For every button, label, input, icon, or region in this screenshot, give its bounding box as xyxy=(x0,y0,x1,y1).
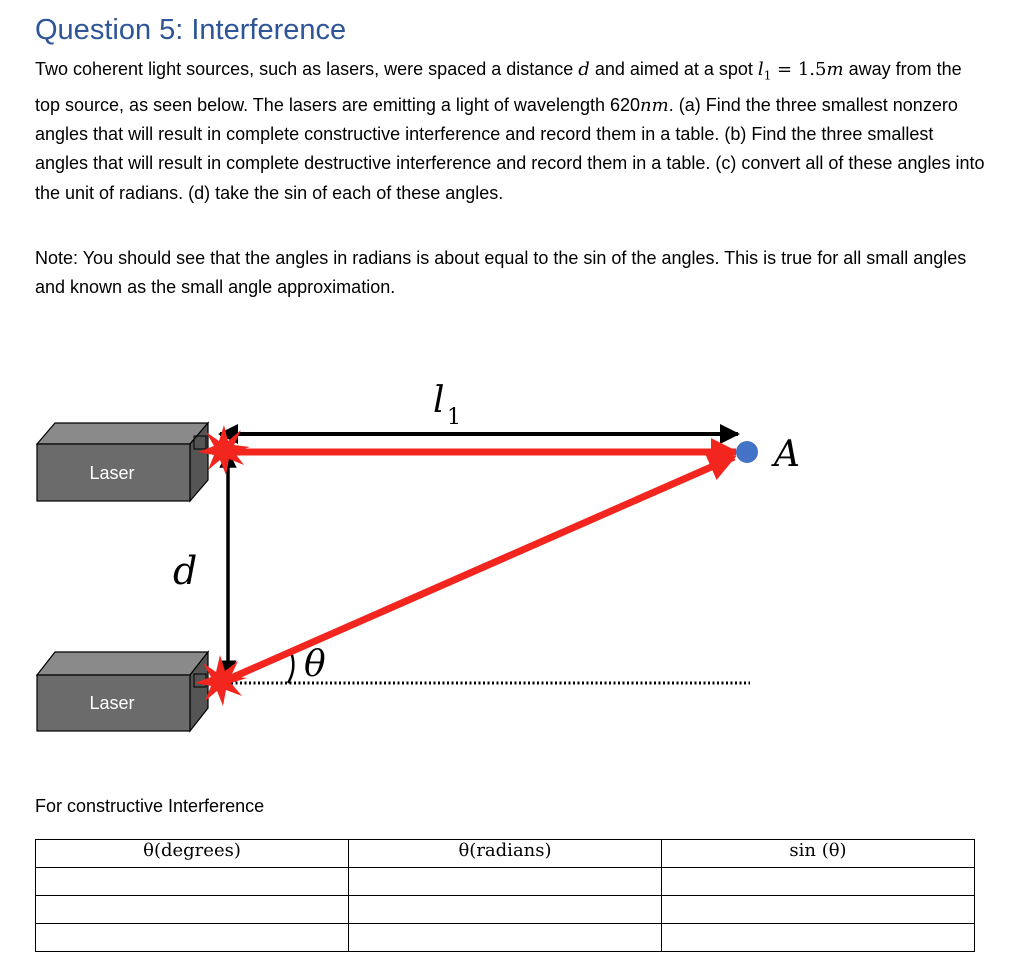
laser-bottom xyxy=(37,652,208,731)
para1-text-3: away from the top source, as seen below. The lasers are emitting a light of wavelength 620 xyxy=(35,59,962,115)
laser-top-label: Laser xyxy=(89,463,135,483)
table-cell[interactable] xyxy=(662,868,975,896)
table-cell[interactable] xyxy=(36,868,349,896)
unit-nm: nm xyxy=(640,94,669,116)
table-cell[interactable] xyxy=(36,896,349,924)
table-caption: For constructive Interference xyxy=(35,796,265,816)
para1-text-4: . (a) Find the three smallest nonzero angles that will result in complete constructive interference and record them in a table. (b) Find the three smallest angles that will result in complete destructive interference and record them in a table. (c) convert all of these angles into the unit of radians. (d) take the sin of each of these angles. xyxy=(35,94,985,203)
distance-label: d xyxy=(173,549,198,593)
unit-m: m xyxy=(826,59,844,80)
table-row xyxy=(36,868,975,896)
length-label-subscript: 1 xyxy=(447,405,461,430)
bottom-beam xyxy=(222,457,734,682)
angle-label: θ xyxy=(304,644,326,685)
header-sin: sin (θ) xyxy=(662,840,975,868)
header-radians: θ(radians) xyxy=(349,840,662,868)
point-a-label: A xyxy=(774,434,800,475)
equation-value: = 1.5 xyxy=(771,59,827,80)
laser-bottom-label: Laser xyxy=(89,693,135,713)
length-label: l xyxy=(433,380,445,421)
var-l-subscript: 1 xyxy=(763,68,772,83)
laser-top xyxy=(37,423,208,501)
constructive-table xyxy=(35,839,975,952)
note-paragraph: Note: You should see that the angles in radians is about equal to the sin of the angles. This is true for all small angles and known as the small angle approximation. xyxy=(35,248,967,298)
table-cell[interactable] xyxy=(349,868,662,896)
angle-arc xyxy=(288,655,293,683)
point-a-dot xyxy=(736,441,758,463)
table-row xyxy=(36,924,975,952)
table-cell[interactable] xyxy=(662,896,975,924)
table-header-row xyxy=(36,840,975,868)
table-cell[interactable] xyxy=(662,924,975,952)
table-cell[interactable] xyxy=(349,924,662,952)
table-cell[interactable] xyxy=(349,896,662,924)
para1-text-1: Two coherent light sources, such as lasers, were spaced a distance xyxy=(35,59,579,79)
table-row xyxy=(36,896,975,924)
para1-text-2: and aimed at a spot xyxy=(589,59,758,79)
question-title: Question 5: Interference xyxy=(35,14,347,46)
var-l: l xyxy=(757,59,764,80)
var-d: d xyxy=(578,59,590,80)
table-cell[interactable] xyxy=(36,924,349,952)
header-degrees: θ(degrees) xyxy=(36,840,349,868)
